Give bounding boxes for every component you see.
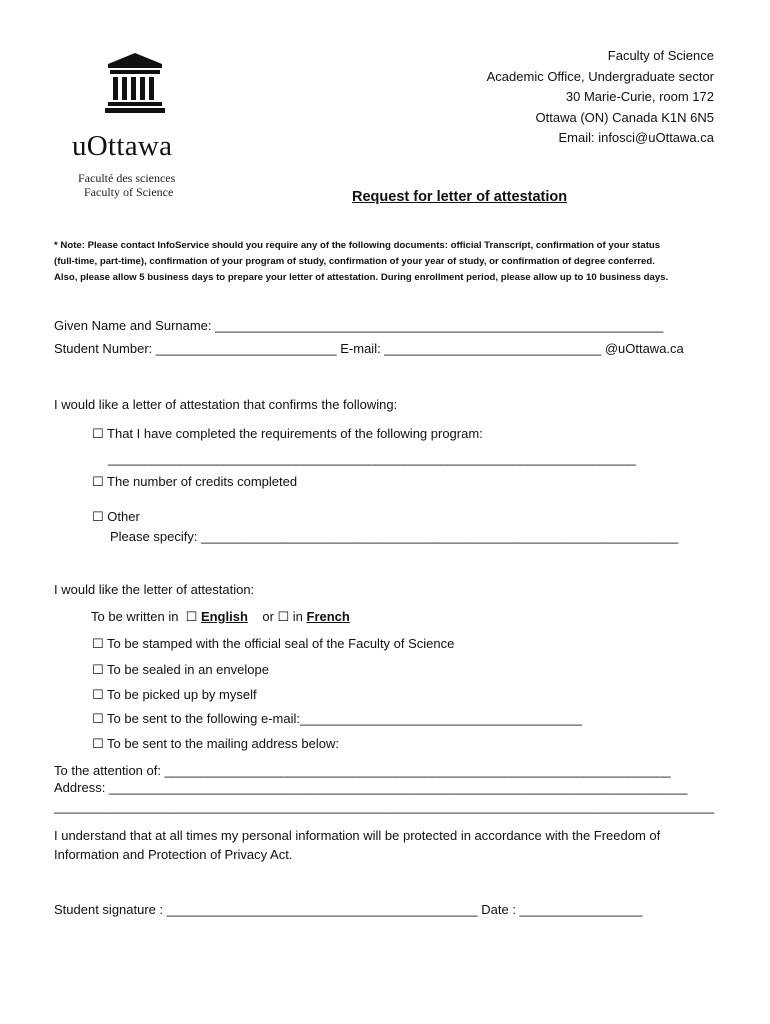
privacy-line: I understand that at all times my personal information will be protected in accordance with the Freedom of xyxy=(54,828,661,843)
other-checkbox[interactable]: ☐ Other xyxy=(92,509,140,524)
page-title: Request for letter of attestation xyxy=(352,189,568,205)
specify-field[interactable]: Please specify: __________________________________________________________________ xyxy=(110,529,679,544)
address-line: Ottawa (ON) Canada K1N 6N5 xyxy=(535,109,714,125)
building-icon xyxy=(100,50,170,120)
note-line: Also, please allow 5 business days to prepare your letter of attestation. During enrollment period, please allow up to 10 business days. xyxy=(54,272,669,283)
email-checkbox[interactable]: ☐ To be sent to the following e-mail:_______________________________________ xyxy=(92,711,582,726)
mailing-checkbox[interactable]: ☐ To be sent to the mailing address below: xyxy=(92,736,339,751)
note-line: (full-time, part-time), confirmation of your program of study, confirmation of your year of study, or confirmation of degree conferred. xyxy=(54,256,655,267)
logo-wordmark: uOttawa xyxy=(72,130,173,162)
logo-faculty-fr: Faculté des sciences xyxy=(78,171,176,185)
address-field[interactable]: Address: ________________________________________________________________________________ xyxy=(54,780,688,795)
confirms-heading: I would like a letter of attestation that confirms the following: xyxy=(54,397,398,412)
address-line: Faculty of Science xyxy=(607,48,714,63)
student-number-email-field[interactable]: Student Number: _________________________ E-mail: ______________________________ @uOttawa.ca xyxy=(54,341,684,356)
letter-heading: I would like the letter of attestation: xyxy=(54,582,255,597)
address-extra-line[interactable]: ____________________________________________________________________________________________ xyxy=(54,799,715,814)
credits-checkbox[interactable]: ☐ The number of credits completed xyxy=(92,474,298,489)
sealed-checkbox[interactable]: ☐ To be sealed in an envelope xyxy=(92,662,269,677)
french-option[interactable]: French xyxy=(306,609,350,624)
address-block xyxy=(487,46,714,149)
or-in-label[interactable]: or ☐ in xyxy=(247,609,307,624)
address-line: 30 Marie-Curie, room 172 xyxy=(565,89,714,104)
stamped-checkbox[interactable]: ☐ To be stamped with the official seal of the Faculty of Science xyxy=(92,636,455,651)
english-option[interactable]: English xyxy=(200,609,248,624)
privacy-line: Information and Protection of Privacy Act. xyxy=(54,847,293,862)
attention-field[interactable]: To the attention of: ______________________________________________________________________ xyxy=(54,763,671,778)
program-line[interactable]: _________________________________________________________________________ xyxy=(108,451,636,466)
signature-date-field[interactable]: Student signature : ___________________________________________ Date : _________________ xyxy=(54,902,643,917)
address-line: Academic Office, Undergraduate sector xyxy=(486,68,714,84)
uottawa-logo xyxy=(68,50,208,202)
name-field[interactable]: Given Name and Surname: ______________________________________________________________ xyxy=(54,318,664,333)
note-paragraph xyxy=(54,238,668,286)
note-line: * Note: Please contact InfoService should you require any of the following documents: official Transcript, confirmation of your status xyxy=(54,240,661,251)
logo-faculty-en: Faculty of Science xyxy=(84,185,174,199)
picked-up-checkbox[interactable]: ☐ To be picked up by myself xyxy=(92,687,257,702)
program-checkbox[interactable]: ☐ That I have completed the requirements of the following program: xyxy=(92,426,483,441)
written-in-label[interactable]: To be written in ☐ xyxy=(91,609,201,624)
address-email: Email: infosci@uOttawa.ca xyxy=(558,130,714,145)
language-choice xyxy=(91,609,350,625)
